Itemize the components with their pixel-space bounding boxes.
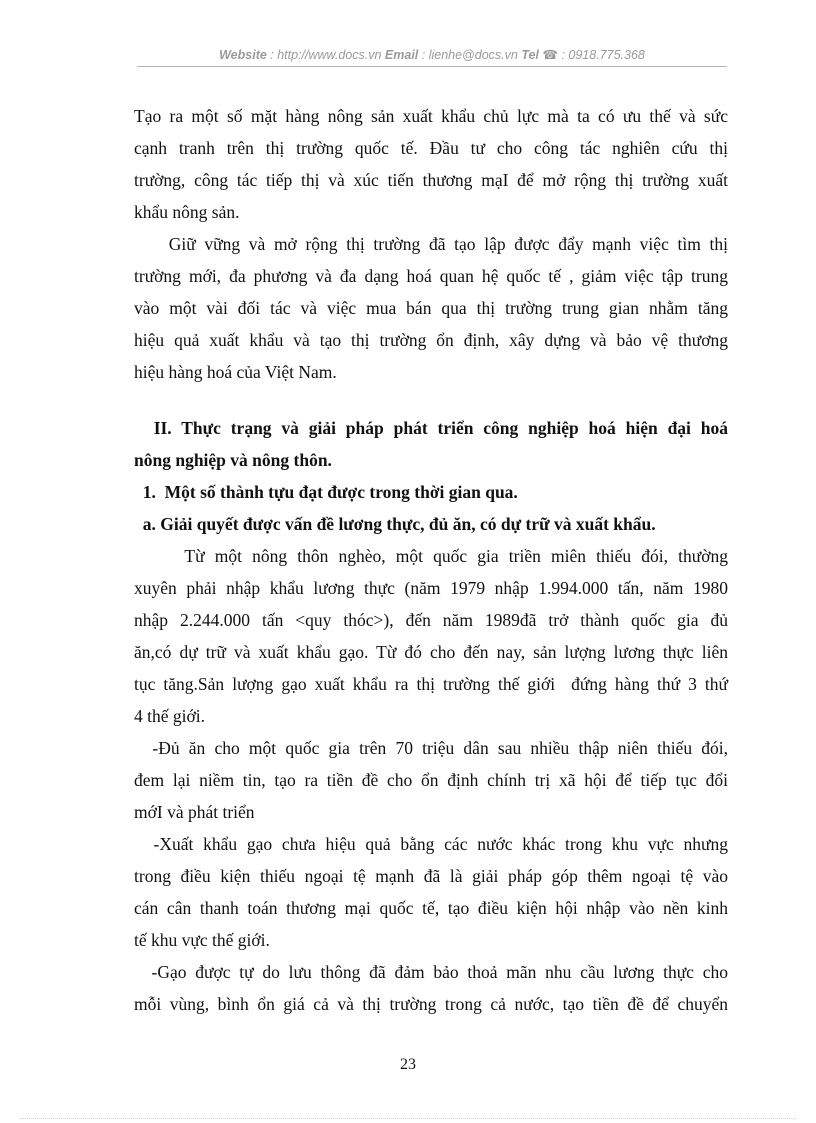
text-line: khẩu nông sản. [134, 202, 240, 222]
text-line: -Xuất khẩu gạo chưa hiệu quả bằng các nước khác trong khu vực nhưng [134, 834, 728, 854]
text-line: hiệu hàng hoá của Việt Nam. [134, 362, 337, 382]
paragraph-5 [134, 828, 728, 956]
phone-icon: ☎ [538, 48, 562, 62]
page-header [137, 47, 727, 62]
text-line: Giữ vững và mở rộng thị trường đã tạo lập được đẩy mạnh việc tìm thị [134, 234, 728, 254]
header-divider [137, 66, 727, 67]
header-website-label: Website [219, 48, 267, 62]
text-line: -Gạo được tự do lưu thông đã đảm bảo thoả mãn nhu cầu lương thực cho [134, 962, 728, 982]
text-line: đem lại niềm tin, tạo ra tiền đề cho ổn định chính trị xã hội để tiếp tục đổi [134, 770, 728, 790]
paragraph-1 [134, 100, 728, 228]
text-line: cán cân thanh toán thương mại quốc tế, tạo điều kiện hội nhập vào nền kinh [134, 898, 728, 918]
header-website-url: : http://www.docs.vn [266, 48, 385, 62]
header-tel-label: Tel [521, 48, 539, 62]
heading-line: II. Thực trạng và giải pháp phát triển công nghiệp hoá hiện đại hoá [134, 418, 728, 438]
paragraph-2 [134, 228, 728, 388]
text-line: nhập 2.244.000 tấn <quy thóc>), đến năm 1989đã trở thành quốc gia đủ [134, 610, 728, 630]
subheading-1: 1. Một số thành tựu đạt được trong thời gian qua. [134, 482, 518, 502]
section-heading [134, 412, 728, 476]
header-tel-number: : 0918.775.368 [561, 48, 645, 62]
section-spacer [134, 388, 728, 412]
paragraph-6 [134, 956, 728, 1020]
text-line: cạnh tranh trên thị trường quốc tế. Đầu tư cho công tác nghiên cứu thị [134, 138, 728, 158]
text-line: mỗi vùng, bình ổn giá cả và thị trường trong cả nước, tạo tiền đề để chuyển [134, 994, 728, 1014]
text-line: -Đủ ăn cho một quốc gia trên 70 triệu dân sau nhiều thập niên thiếu đói, [134, 738, 728, 758]
text-line: trong điều kiện thiếu ngoại tệ mạnh đã là giải pháp góp thêm ngoại tệ vào [134, 866, 728, 886]
text-line: vào một vài đối tác và việc mua bán qua thị trường trung gian nhằm tăng [134, 298, 728, 318]
text-line: mớI và phát triển [134, 802, 255, 822]
heading-line: nông nghiệp và nông thôn. [134, 450, 332, 470]
header-email-label: Email [384, 48, 419, 62]
text-line: trường, công tác tiếp thị và xúc tiến thương mạI để mở rộng thị trường xuất [134, 170, 728, 190]
page-number: 23 [400, 1056, 416, 1073]
text-line: ăn,có dự trữ và xuất khẩu gạo. Từ đó cho đến nay, sản lượng lương thực liên [134, 642, 728, 662]
subheading-a: a. Giải quyết được vấn đề lương thực, đủ ăn, có dự trữ và xuất khẩu. [134, 514, 656, 534]
text-line: tế khu vực thế giới. [134, 930, 270, 950]
header-email-address: : lienhe@docs.vn [418, 48, 522, 62]
text-line: Tạo ra một số mặt hàng nông sản xuất khẩu chủ lực mà ta có ưu thế và sức [134, 106, 728, 126]
text-line: xuyên phải nhập khẩu lương thực (năm 1979 nhập 1.994.000 tấn, năm 1980 [134, 578, 728, 598]
page-bottom-border [20, 1118, 796, 1119]
text-line: hiệu quả xuất khẩu và tạo thị trường ổn định, xây dựng và bảo vệ thương [134, 330, 728, 350]
text-line: Từ một nông thôn nghèo, một quốc gia triền miên thiếu đói, thường [134, 546, 728, 566]
paragraph-3 [134, 540, 728, 732]
paragraph-4 [134, 732, 728, 828]
text-line: tục tăng.Sản lượng gạo xuất khẩu ra thị trường thế giới đứng hàng thứ 3 thứ [134, 674, 728, 694]
page-body [134, 100, 728, 1020]
text-line: trường mới, đa phương và đa dạng hoá quan hệ quốc tế , giảm việc tập trung [134, 266, 728, 286]
text-line: 4 thế giới. [134, 706, 205, 726]
